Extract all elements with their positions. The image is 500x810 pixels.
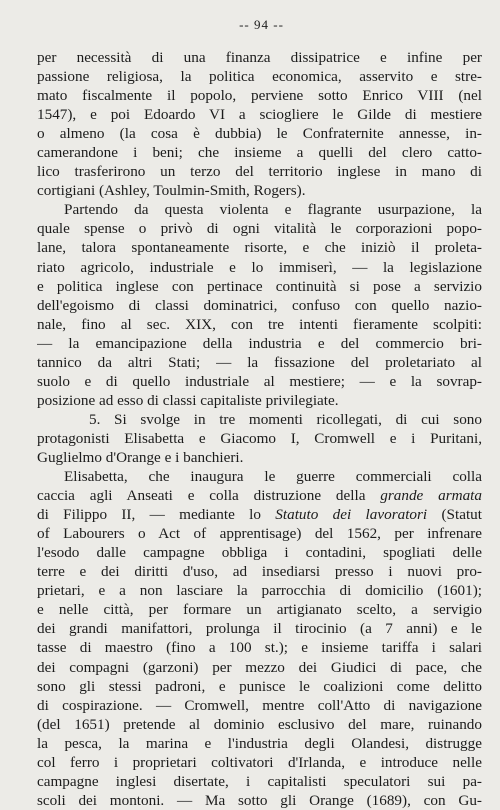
text-line: — la emancipazione della industria e del commercio bri- bbox=[37, 334, 482, 352]
italic-title: grande armata bbox=[380, 487, 482, 505]
text-line: dell'egoismo di classi dominatrici, confuso con quello nazio- bbox=[37, 296, 482, 314]
text-line: col ferro i proprietari coltivatori d'Irlanda, e introduce nelle bbox=[37, 753, 482, 771]
text-line: passione religiosa, la politica economica, asservito e stre- bbox=[37, 68, 482, 86]
text-line: la pesca, la marina e l'industria degli Olandesi, distrugge bbox=[37, 734, 482, 752]
text-line: 1547), e poi Edoardo VI a sciogliere le Gilde di mestiere bbox=[37, 106, 482, 124]
text-line: lico trasferirono un terzo del territorio inglese in mano di bbox=[37, 163, 482, 181]
text-line: camerandone i beni; che insieme a quelli del clero catto- bbox=[37, 144, 482, 162]
text-line: dei grandi manifattori, prolunga il tirocinio (a 7 anni) e le bbox=[37, 620, 482, 638]
text-line: per necessità di una finanza dissipatrice e infine per bbox=[37, 49, 482, 66]
text-line: of Labourers o Act of apprentisage) del 1562, per infrenare bbox=[37, 525, 482, 543]
text-line: e nelle città, per formare un artigianato scelto, a servigio bbox=[37, 601, 482, 619]
text-line: riato agricolo, industriale e lo immiserì, — la legislazione bbox=[37, 258, 482, 276]
text-line: di cospirazione. — Cromwell, mentre coll'Atto di navigazione bbox=[37, 696, 482, 714]
text-line: mato fiscalmente il popolo, perviene sotto Enrico VIII (nel bbox=[37, 87, 482, 105]
text-line: (del 1651) pretende al dominio esclusivo del mare, ruinando bbox=[37, 715, 482, 733]
page-number: -- 94 -- bbox=[239, 17, 284, 32]
body-text bbox=[37, 48, 482, 810]
text-line: Partendo da questa violenta e flagrante usurpazione, la bbox=[64, 201, 482, 219]
text-segment: di Filippo II, — mediante lo bbox=[37, 506, 276, 524]
text-line: cortigiani (Ashley, Toulmin-Smith, Rogers). bbox=[37, 182, 306, 200]
text-line: e politica inglese con pertinace continuità si pose a servizio bbox=[37, 277, 482, 295]
text-segment: (Statut bbox=[427, 506, 482, 524]
text-line: campagne inglesi disertate, i capitalisti speculatori sui pa- bbox=[37, 772, 482, 790]
text-line: l'esodo dalle campagne obbliga i contadini, spogliati delle bbox=[37, 544, 482, 562]
text-line: o almeno (la cosa è dubbia) le Confraternite annesse, in- bbox=[37, 125, 482, 143]
text-line bbox=[37, 486, 482, 505]
text-line bbox=[37, 505, 482, 524]
text-line: quale spense o privò di ogni vitalità le corporazioni popo- bbox=[37, 220, 482, 238]
text-line: lane, talora spontaneamente risorte, e che iniziò il proleta- bbox=[37, 239, 482, 257]
italic-title: Statuto dei lavoratori bbox=[275, 506, 428, 524]
text-line: protagonisti Elisabetta e Giacomo I, Cromwell e i Puritani, bbox=[37, 429, 482, 447]
text-line: scoli dei montoni. — Ma sotto gli Orange (1689), con Gu- bbox=[37, 791, 482, 809]
text-line: tasse di maestro (fino a 100 st.); e insieme tariffa i salari bbox=[37, 639, 482, 657]
text-line: Guglielmo d'Orange e i banchieri. bbox=[37, 448, 244, 466]
text-line: suolo e di quello industriale al mestiere; — e la sovrap- bbox=[37, 372, 482, 390]
text-line: sono gli stessi padroni, e punisce le coalizioni come delitto bbox=[37, 677, 482, 695]
text-line: terre e dei diritti d'uso, ad insediarsi presso i nuovi pro- bbox=[37, 563, 482, 581]
text-segment: caccia agli Anseati e colla distruzione della bbox=[37, 487, 381, 505]
text-line: 5. Si svolge in tre momenti ricollegati, di cui sono bbox=[89, 410, 482, 428]
text-line: posizione ad esso di classi capitaliste privilegiate. bbox=[37, 391, 339, 409]
text-line: prietari, e a non lasciare la parrocchia di domicilio (1601); bbox=[37, 582, 482, 600]
text-line: nale, fino al sec. XIX, con tre intenti fieramente scolpiti: bbox=[37, 315, 482, 333]
text-line: tannico da altri Stati; — la fissazione del proletariato al bbox=[37, 353, 482, 371]
text-line: dei compagni (garzoni) per mezzo dei Giudici di pace, che bbox=[37, 658, 482, 676]
text-line: Elisabetta, che inaugura le guerre commerciali colla bbox=[64, 468, 482, 486]
